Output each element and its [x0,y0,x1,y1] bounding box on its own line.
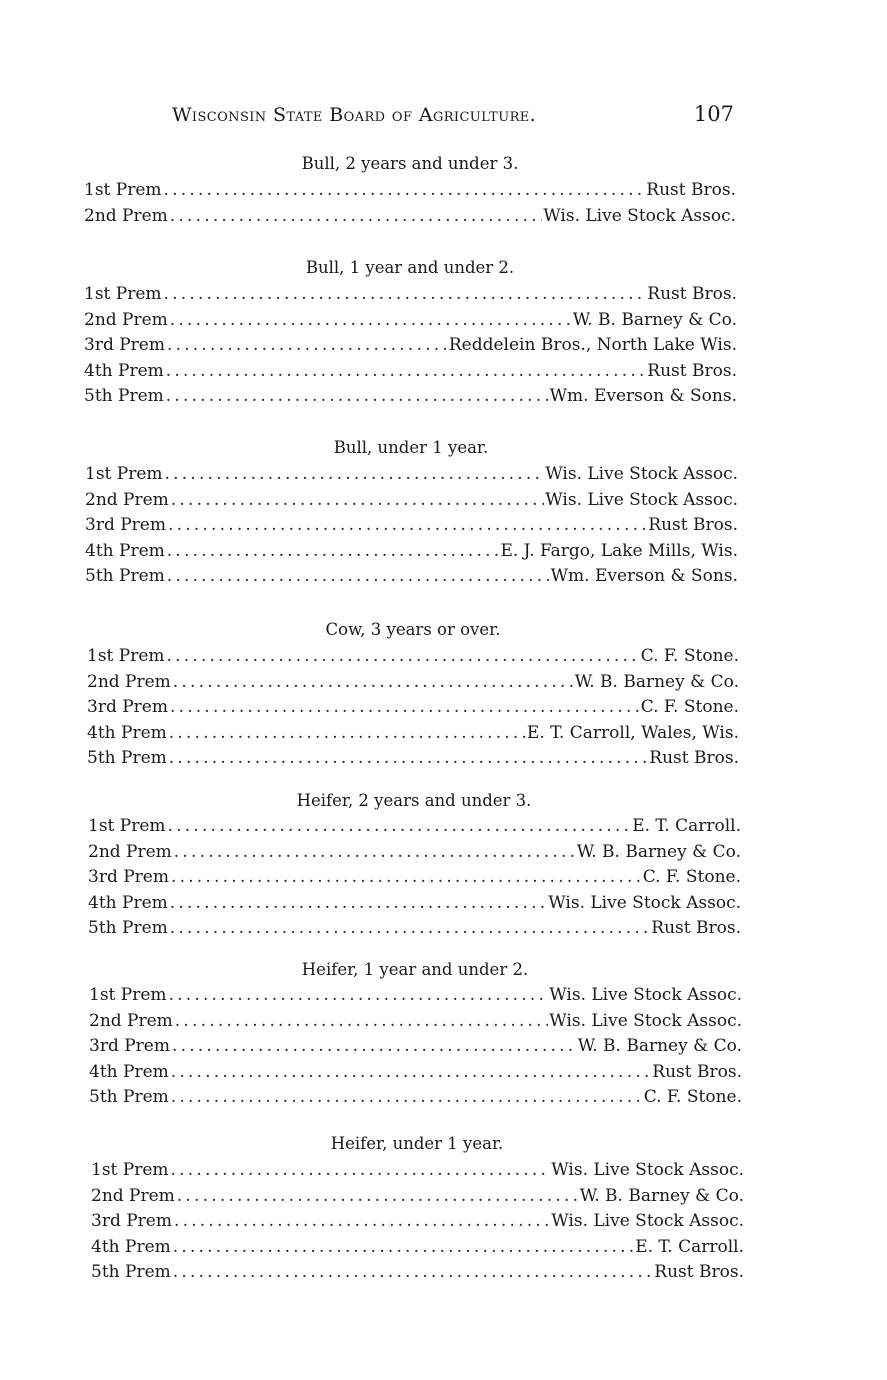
section-title: Heifer, 1 year and under 2. [301,960,529,979]
dot-leader [173,1262,654,1282]
premium-entry [84,310,737,334]
premium-winner: C. F. Stone. [642,867,741,888]
dot-leader [165,464,545,484]
premium-entry [89,1062,742,1086]
premium-place: 1st Prem [88,816,166,836]
premium-entry [85,566,738,590]
premium-winner: Rust Bros. [646,180,736,200]
premium-entry [84,335,737,359]
premium-entry [89,1011,742,1035]
premium-place: 3rd Prem [89,1036,170,1057]
running-title: Wisconsin State Board of Agriculture. [172,104,537,126]
premium-place: 5th Prem [88,918,168,939]
premium-winner: Wis. Live Stock Assoc. [549,985,742,1005]
premium-place: 1st Prem [91,1160,169,1180]
section-title: Bull, 2 years and under 3. [301,154,519,173]
dot-leader [167,541,500,561]
premium-winner: Rust Bros. [648,515,738,536]
premium-entry [91,1186,744,1210]
dot-leader [171,1160,551,1180]
premium-entry [87,748,739,772]
dot-leader [168,515,647,535]
premium-entry [91,1211,744,1235]
premium-place: 3rd Prem [88,867,169,888]
premium-place: 2nd Prem [84,205,168,226]
premium-entry [91,1160,744,1184]
dot-leader [170,310,572,330]
premium-winner: Rust Bros. [647,360,737,381]
dot-leader [169,723,526,743]
premium-place: 2nd Prem [87,671,171,692]
premium-place: 3rd Prem [91,1211,172,1232]
premium-entry [85,515,738,539]
premium-winner: E. T. Carroll, Wales, Wis. [526,722,739,743]
premium-entry [91,1262,744,1286]
premium-winner: C. F. Stone. [640,646,739,666]
premium-entry [87,723,739,747]
premium-winner: W. B. Barney & Co. [577,1036,742,1057]
premium-place: 4th Prem [87,722,167,743]
premium-place: 1st Prem [84,180,162,200]
dot-leader [172,1036,577,1056]
premium-entry [88,893,741,917]
premium-entry [85,541,738,565]
section-title: Bull, 1 year and under 2. [305,258,515,277]
dot-leader [167,335,448,355]
premium-entry [88,842,741,866]
premium-winner: E. J. Fargo, Lake Mills, Wis. [500,540,738,561]
premium-entry [87,697,739,721]
premium-winner: E. T. Carroll. [632,816,741,836]
dot-leader [171,1062,652,1082]
dot-leader [174,842,576,862]
premium-place: 2nd Prem [84,309,168,330]
premium-winner: Wis. Live Stock Assoc. [549,1010,742,1031]
premium-winner: W. B. Barney & Co. [572,309,737,330]
premium-winner: Rust Bros. [649,748,739,769]
premium-place: 1st Prem [89,985,167,1005]
section-title: Cow, 3 years or over. [325,620,501,639]
premium-place: 4th Prem [84,360,164,381]
dot-leader [170,697,640,717]
premium-entry [84,361,737,385]
premium-winner: C. F. Stone. [640,697,739,718]
dot-leader [173,1237,634,1257]
premium-winner: Wm. Everson & Sons. [550,566,738,587]
section-title: Heifer, 2 years and under 3. [296,791,532,810]
premium-entry [89,985,742,1009]
premium-place: 5th Prem [84,386,164,407]
premium-winner: Wis. Live Stock Assoc. [545,489,738,510]
premium-winner: Rust Bros. [651,918,741,939]
section-title: Bull, under 1 year. [333,438,489,457]
dot-leader [169,748,649,768]
premium-place: 2nd Prem [89,1010,173,1031]
page-number: 107 [693,102,734,126]
premium-place: 3rd Prem [84,335,165,356]
premium-place: 4th Prem [89,1061,169,1082]
premium-place: 1st Prem [87,646,165,666]
dot-leader [175,1011,548,1031]
premium-winner: Wis. Live Stock Assoc. [545,464,738,484]
premium-winner: Rust Bros. [654,1262,744,1283]
dot-leader [166,361,647,381]
premium-entry [89,1087,742,1111]
premium-place: 2nd Prem [85,489,169,510]
dot-leader [171,867,642,887]
premium-entry [85,490,738,514]
premium-winner: W. B. Barney & Co. [574,671,739,692]
dot-leader [173,672,574,692]
premium-entry [84,386,737,410]
dot-leader [177,1186,579,1206]
premium-place: 3rd Prem [85,515,166,536]
dot-leader [167,646,640,666]
premium-place: 5th Prem [87,748,167,769]
premium-place: 4th Prem [91,1236,171,1257]
dot-leader [171,1087,643,1107]
premium-place: 4th Prem [88,892,168,913]
dot-leader [164,284,647,304]
premium-place: 1st Prem [84,284,162,304]
dot-leader [164,180,646,200]
premium-winner: Rust Bros. [647,284,737,304]
premium-entry [85,464,738,488]
premium-entry [84,180,736,204]
premium-winner: Rust Bros. [652,1061,742,1082]
premium-winner: W. B. Barney & Co. [579,1185,744,1206]
dot-leader [167,566,550,586]
premium-entry [91,1237,744,1261]
premium-place: 1st Prem [85,464,163,484]
premium-winner: Wis. Live Stock Assoc. [551,1211,744,1232]
premium-winner: Wm. Everson & Sons. [549,386,737,407]
premium-place: 4th Prem [85,540,165,561]
premium-entry [84,284,737,308]
premium-entry [89,1036,742,1060]
premium-place: 2nd Prem [88,841,172,862]
dot-leader [168,816,632,836]
dot-leader [166,386,549,406]
dot-leader [170,918,651,938]
premium-winner: E. T. Carroll. [635,1236,744,1257]
premium-entry [84,206,736,230]
premium-winner: Wis. Live Stock Assoc. [543,205,736,226]
premium-winner: Wis. Live Stock Assoc. [548,892,741,913]
premium-entry [87,672,739,696]
premium-entry [87,646,739,670]
premium-place: 3rd Prem [87,697,168,718]
premium-place: 5th Prem [85,566,165,587]
premium-winner: Wis. Live Stock Assoc. [551,1160,744,1180]
premium-place: 5th Prem [89,1087,169,1108]
dot-leader [174,1211,550,1231]
premium-winner: C. F. Stone. [643,1087,742,1108]
premium-place: 5th Prem [91,1262,171,1283]
premium-winner: Reddelein Bros., North Lake Wis. [448,335,737,356]
premium-entry [88,918,741,942]
section-title: Heifer, under 1 year. [330,1134,504,1153]
premium-winner: W. B. Barney & Co. [576,841,741,862]
premium-entry [88,867,741,891]
premium-entry [88,816,741,840]
dot-leader [169,985,549,1005]
dot-leader [171,490,544,510]
dot-leader [170,893,547,913]
premium-place: 2nd Prem [91,1185,175,1206]
dot-leader [170,206,542,226]
